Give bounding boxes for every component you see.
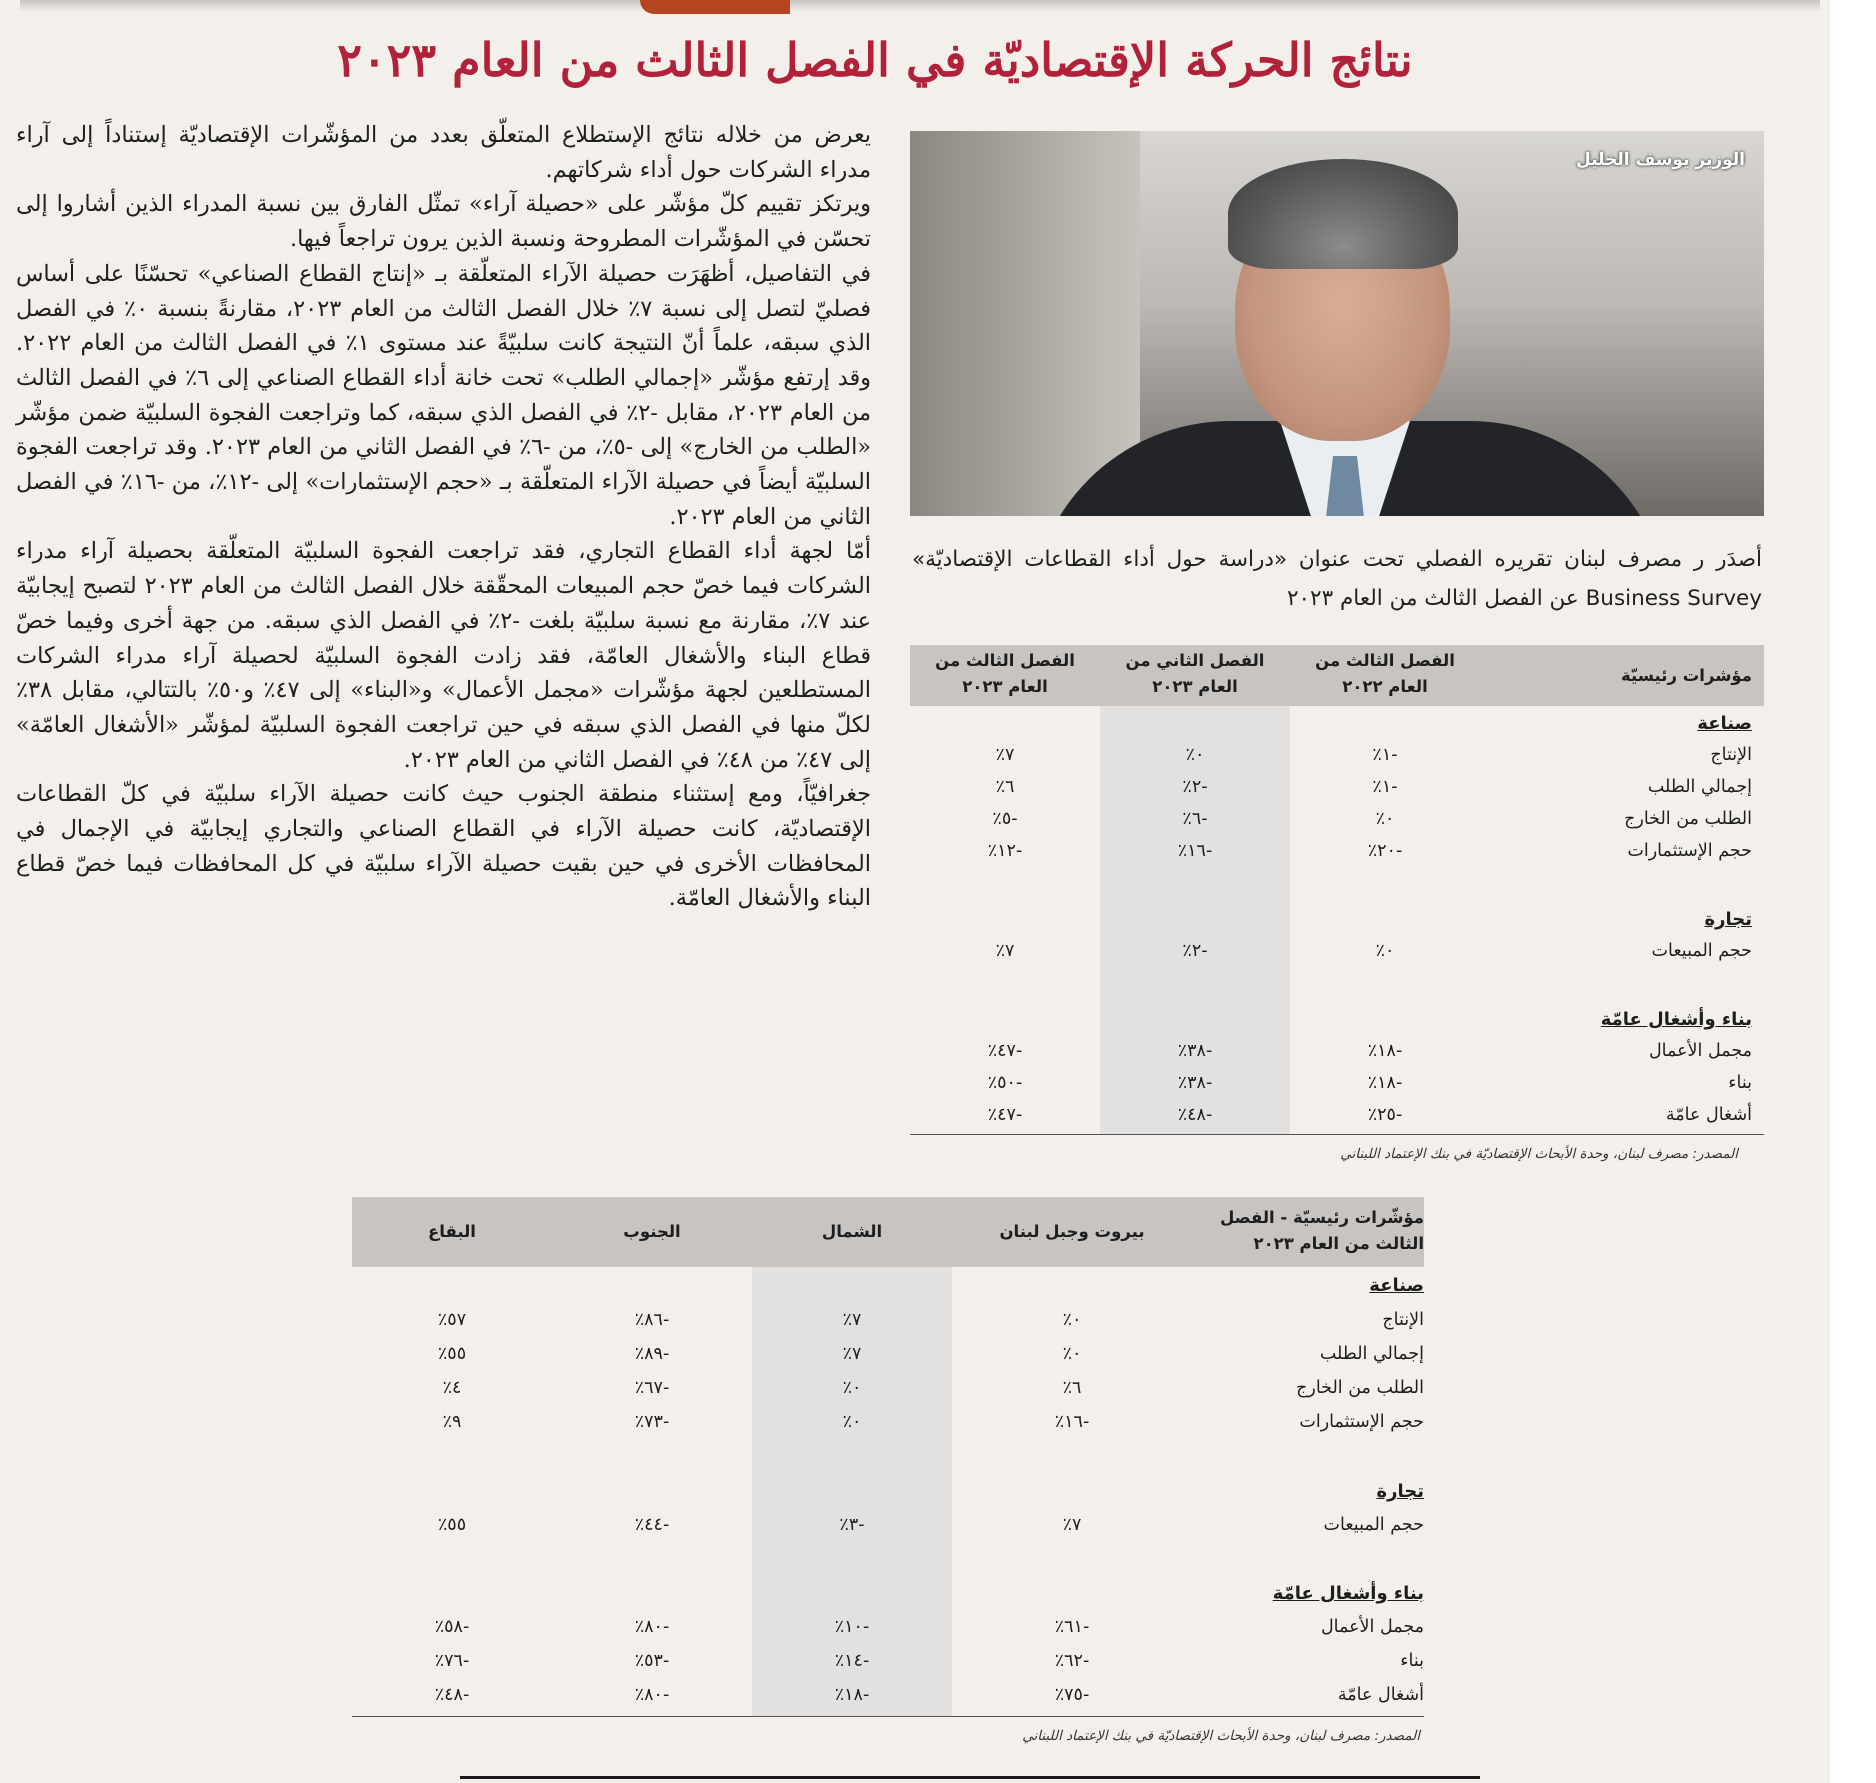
cell-value: -١٪ — [1372, 777, 1398, 797]
article-body — [16, 118, 871, 916]
photo-caption: الوزير يوسف الخليل — [1576, 150, 1745, 170]
indicators-table-quarterly — [910, 645, 1764, 1135]
cell-value: -١٦٪ — [1054, 1412, 1090, 1432]
row-label: بناء — [1728, 1073, 1752, 1093]
section-title: بناء وأشغال عامّة — [1272, 1583, 1424, 1604]
cell-value: -٤٨٪ — [1177, 1105, 1213, 1125]
row-label: أشغال عامّة — [1337, 1685, 1424, 1705]
cell-value: ٠٪ — [1062, 1310, 1082, 1330]
header-q2-2023 — [1100, 648, 1290, 700]
row-label: حجم الإستثمارات — [1627, 841, 1752, 861]
article-paragraph: في التفاصيل، أظهَرَت حصيلة الآراء المتعلّقة بـ «إنتاج القطاع الصناعي» تحسّنًا على أساس فصليّ لتصل إلى نسبة ٧٪ خلال الفصل الثالث من العام ٢٠٢٣، مقارنةً بنسبة ٠٪ في الفصل الذي سبقه، علماً أنّ النتيجة كانت سلبيّةً عند مستوى ١٪ في الفصل الثالث من العام ٢٠٢٢. وقد إرتفع مؤشّر «إجمالي الطلب» تحت خانة أداء القطاع الصناعي إلى ٦٪ في الفصل الثالث من العام ٢٠٢٣، مقابل -٢٪ في الفصل الذي سبقه، كما وتراجعت الفجوة السلبيّة ضمن مؤشّر «الطلب من الخارج» إلى -٥٪، من -٦٪ في الفصل الثاني من العام ٢٠٢٣. وقد تراجعت الفجوة السلبيّة أيضاً في حصيلة الآراء المتعلّقة بـ «حجم الإستثمارات» إلى -١٢٪، من -١٦٪ في الفصل الثاني من العام ٢٠٢٣. — [16, 260, 872, 530]
header-label — [1194, 1205, 1424, 1257]
cell-value: ٠٪ — [1062, 1344, 1082, 1364]
row-label: حجم الإستثمارات — [1299, 1412, 1424, 1432]
article-paragraph: جغرافيّاً، ومع إستثناء منطقة الجنوب حيث كانت حصيلة الآراء سلبيّة في كلّ القطاعات الإقتصاديّة، كانت حصيلة الآراء في القطاع الصناعي والتجاري إيجابيّة في الإجمال في المحافظات الأخرى في حين بقيت حصيلة الآراء سلبيّة في كل المحافظات فيما خصّ قطاع البناء والأشغال العامّة. — [16, 781, 871, 912]
cell-value: ٠٪ — [1375, 941, 1395, 961]
column-stripe — [1100, 706, 1290, 1135]
row-label: أشغال عامّة — [1665, 1105, 1752, 1125]
cell-value: ٦٪ — [1062, 1378, 1082, 1398]
cell-value: ٥٥٪ — [437, 1515, 467, 1535]
cell-value: -١٨٪ — [1367, 1041, 1403, 1061]
header-line: الفصل الثاني من — [1125, 651, 1265, 670]
cell-value: ٧٪ — [995, 745, 1015, 765]
header-line: العام ٢٠٢٣ — [962, 677, 1048, 696]
cell-value: -٦٧٪ — [634, 1378, 670, 1398]
cell-value: -١٨٪ — [1367, 1073, 1403, 1093]
photo-background — [910, 131, 1140, 516]
cell-value: -١٤٪ — [834, 1651, 870, 1671]
column-stripe — [752, 1267, 952, 1717]
cell-value: -٢٪ — [1182, 941, 1208, 961]
row-label: حجم المبيعات — [1651, 941, 1752, 961]
header-beirut: بيروت وجبل لبنان — [999, 1222, 1145, 1241]
cell-value: ٥٧٪ — [437, 1310, 467, 1330]
cell-value: ٩٪ — [442, 1412, 462, 1432]
photo-hair — [1228, 159, 1458, 269]
cell-value: ٧٪ — [1062, 1515, 1082, 1535]
cell-value: -٦١٪ — [1054, 1617, 1090, 1637]
header-bekaa: البقاع — [428, 1222, 476, 1241]
cell-value: -٧٥٪ — [1054, 1685, 1090, 1705]
table-bottom-rule — [910, 1134, 1764, 1135]
header-north: الشمال — [821, 1222, 883, 1241]
cell-value: -٦٪ — [1182, 809, 1208, 829]
cell-value: -٣٪ — [839, 1515, 865, 1535]
cell-value: -٣٨٪ — [1177, 1073, 1213, 1093]
cell-value: -١٪ — [1372, 745, 1398, 765]
cell-value: ٠٪ — [1185, 745, 1205, 765]
cell-value: -٤٧٪ — [987, 1041, 1023, 1061]
cell-value: ٠٪ — [842, 1412, 862, 1432]
cell-value: -٥٣٪ — [634, 1651, 670, 1671]
cell-value: -١٨٪ — [834, 1685, 870, 1705]
cell-value: -٥٠٪ — [987, 1073, 1023, 1093]
header-line: مؤشّرات رئيسيّة - الفصل — [1219, 1208, 1424, 1227]
header-q3-2023 — [910, 648, 1100, 700]
cell-value: -١٢٪ — [987, 841, 1023, 861]
header-label: مؤشرات رئيسيّة — [1621, 666, 1752, 685]
section-title: صناعة — [1369, 1275, 1424, 1296]
cell-value: ٧٪ — [995, 941, 1015, 961]
article-paragraph: أمّا لجهة أداء القطاع التجاري، فقد تراجعت الفجوة السلبيّة المتعلّقة بحصيلة آراء مدراء الشركات فيما خصّ حجم المبيعات المحقّقة خلال الفصل الثالث من العام ٢٠٢٣ لتصبح إيجابيّة عند ٧٪، مقارنة مع نسبة سلبيّة بلغت -٢٪ في الفصل الذي سبقه. من جهة أخرى وفيما خصّ قطاع البناء والأشغال العامّة، فقد زادت الفجوة السلبيّة لحصيلة آراء مدراء الشركات المستطلعين لجهة مؤشّرات «مجمل الأعمال» و«البناء» إلى ٤٧٪ و٥٠٪ بالتتالي، مقابل ٣٨٪ لكلّ منها في الفصل الذي سبقه في حين تراجعت الفجوة السلبيّة لمؤشّر «الأشغال العامّة» إلى ٤٧٪ من ٤٨٪ في الفصل الثاني من العام ٢٠٢٣. — [16, 538, 871, 773]
top-rule — [20, 0, 1820, 12]
page-title: نتائج الحركة الإقتصاديّة في الفصل الثالث من العام ٢٠٢٣ — [337, 33, 1413, 87]
row-label: الطلب من الخارج — [1296, 1378, 1424, 1398]
table-bottom-rule — [352, 1716, 1424, 1717]
header-line: الفصل الثالث من — [935, 651, 1075, 670]
cell-value: -٦٢٪ — [1054, 1651, 1090, 1671]
cell-value: -١٦٪ — [1177, 841, 1213, 861]
section-tab — [640, 0, 790, 14]
section-title: صناعة — [1697, 713, 1752, 734]
cell-value: -٤٤٪ — [634, 1515, 670, 1535]
cell-value: -٢٥٪ — [1367, 1105, 1403, 1125]
header-south: الجنوب — [623, 1222, 681, 1241]
cell-value: -٤٧٪ — [987, 1105, 1023, 1125]
cell-value: -٢٠٪ — [1367, 841, 1403, 861]
header-line: الثالث من العام ٢٠٢٣ — [1253, 1234, 1424, 1253]
header-line: العام ٢٠٢٣ — [1152, 677, 1238, 696]
bottom-rule — [460, 1776, 1480, 1779]
minister-photo — [910, 131, 1764, 516]
row-label: الإنتاج — [1710, 745, 1752, 765]
cell-value: ٧٪ — [842, 1344, 862, 1364]
cell-value: -٨٠٪ — [634, 1685, 670, 1705]
table2-source: المصدر: مصرف لبنان، وحدة الأبحاث الإقتصاديّة في بنك الإعتماد اللبناني — [1022, 1728, 1420, 1744]
cell-value: -٤٨٪ — [434, 1685, 470, 1705]
section-title: تجارة — [1376, 1481, 1424, 1502]
section-title: بناء وأشغال عامّة — [1600, 1009, 1752, 1030]
section-title: تجارة — [1704, 909, 1752, 930]
row-label: إجمالي الطلب — [1319, 1344, 1424, 1364]
row-label: الإنتاج — [1382, 1310, 1424, 1330]
cell-value: -٢٪ — [1182, 777, 1208, 797]
cell-value: -٥٪ — [992, 809, 1018, 829]
cell-value: -٧٦٪ — [434, 1651, 470, 1671]
cell-value: ٧٪ — [842, 1310, 862, 1330]
row-label: إجمالي الطلب — [1647, 777, 1752, 797]
cell-value: ٤٪ — [442, 1378, 462, 1398]
table1-source: المصدر: مصرف لبنان، وحدة الأبحاث الإقتصاديّة في بنك الإعتماد اللبناني — [1340, 1146, 1738, 1162]
header-line: العام ٢٠٢٢ — [1342, 677, 1428, 696]
cell-value: ٠٪ — [1375, 809, 1395, 829]
row-label: الطلب من الخارج — [1624, 809, 1752, 829]
article-paragraph: يعرض من خلاله نتائج الإستطلاع المتعلّق بعدد من المؤشّرات الإقتصاديّة إستناداً إلى آراء مدراء الشركات حول أداء شركاتهم. — [16, 122, 871, 183]
cell-value: -٨٩٪ — [634, 1344, 670, 1364]
cell-value: ٠٪ — [842, 1378, 862, 1398]
indicators-table-regional — [352, 1197, 1424, 1717]
header-line: الفصل الثالث من — [1315, 651, 1455, 670]
row-label: مجمل الأعمال — [1648, 1041, 1752, 1061]
cell-value: ٦٪ — [995, 777, 1015, 797]
article-paragraph: ويرتكز تقييم كلّ مؤشّر على «حصيلة آراء» تمثّل الفارق بين نسبة المدراء الذين أشاروا إلى تحسّن في المؤشّرات المطروحة ونسبة الذين يرون تراجعاً فيها. — [16, 191, 871, 253]
cell-value: -٥٨٪ — [434, 1617, 470, 1637]
cell-value: -٣٨٪ — [1177, 1041, 1213, 1061]
cell-value: -٨٦٪ — [634, 1310, 670, 1330]
cell-value: ٥٥٪ — [437, 1344, 467, 1364]
cell-value: -٧٣٪ — [634, 1412, 670, 1432]
cell-value: -١٠٪ — [834, 1617, 870, 1637]
intro-text: أصدَر ر مصرف لبنان تقريره الفصلي تحت عنوان «دراسة حول أداء القطاعات الإقتصاديّة» Business Survey عن الفصل الثالث من العام ٢٠٢٣ — [912, 547, 1762, 611]
page-margin — [1830, 0, 1876, 1783]
row-label: مجمل الأعمال — [1320, 1617, 1424, 1637]
header-q3-2022 — [1290, 648, 1480, 700]
cell-value: -٨٠٪ — [634, 1617, 670, 1637]
row-label: بناء — [1400, 1651, 1424, 1671]
row-label: حجم المبيعات — [1323, 1515, 1424, 1535]
